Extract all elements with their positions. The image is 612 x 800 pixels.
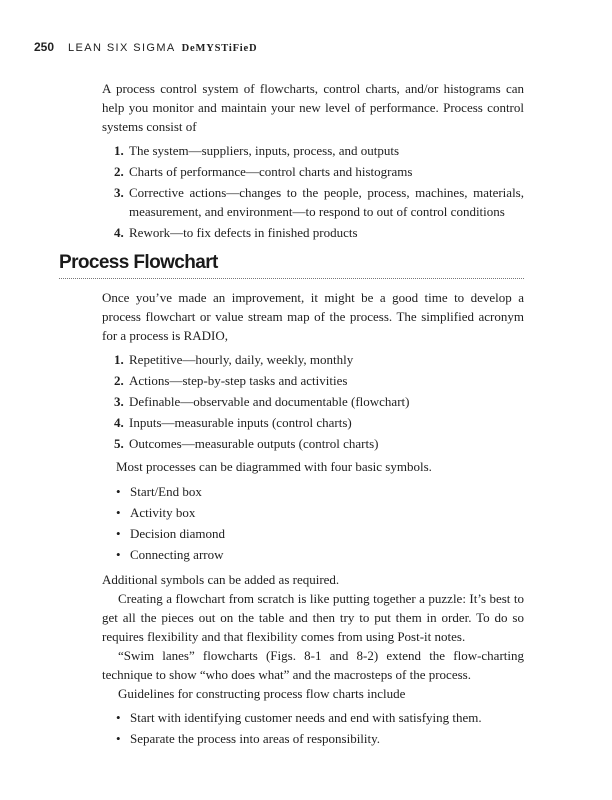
list-item — [102, 350, 524, 369]
item-number: 4. — [114, 225, 124, 240]
running-header — [34, 40, 257, 54]
bullet-item: • Decision diamond — [102, 524, 524, 543]
list-item — [102, 371, 524, 390]
page-number: 250 — [34, 40, 55, 54]
additional-paragraph: Additional symbols can be added as required. — [102, 572, 340, 587]
control-system-list — [102, 141, 524, 242]
item-number: 3. — [114, 394, 124, 409]
item-number: 1. — [114, 352, 124, 367]
item-text: Outcomes—measurable outputs (control charts) — [129, 436, 379, 451]
symbols-list — [102, 482, 524, 564]
item-number: 5. — [114, 436, 124, 451]
item-text: Charts of performance—control charts and histograms — [129, 164, 413, 179]
section-body — [102, 288, 524, 750]
bullet-item: • Activity box — [102, 503, 524, 522]
section-paragraph: Once you’ve made an improvement, it might be a good time to develop a process flowchart or value stream map of the process. The simplified acronym for a process is RADIO, — [102, 290, 524, 343]
intro-paragraph: A process control system of flowcharts, control charts, and/or histograms can help you monitor and maintain your new level of performance. Process control systems consist of — [102, 81, 524, 134]
puzzle-paragraph: Creating a flowchart from scratch is like putting together a puzzle: It’s best to get all the pieces out on the table and then try to put them in order. To do so requires flexibility and that flexibility comes from using Post-it notes. — [102, 591, 524, 644]
swim-lanes-paragraph: “Swim lanes” flowcharts (Figs. 8-1 and 8-2) extend the flow-charting technique to show “who does what” and the macrosteps of the process. — [102, 648, 524, 682]
list-item — [102, 413, 524, 432]
item-text: The system—suppliers, inputs, process, and outputs — [129, 143, 400, 158]
list-item — [102, 183, 524, 221]
item-number: 3. — [114, 185, 124, 200]
guidelines-list — [102, 708, 524, 748]
symbols-intro: Most processes can be diagrammed with four basic symbols. — [116, 459, 432, 474]
section-heading: Process Flowchart — [59, 252, 524, 279]
list-item — [102, 392, 524, 411]
item-text: Rework—to fix defects in finished products — [129, 225, 358, 240]
item-text: Actions—step-by-step tasks and activities — [129, 373, 348, 388]
list-item — [102, 434, 524, 453]
bullet-item: • Start with identifying customer needs and end with satisfying them. — [102, 708, 524, 727]
item-number: 2. — [114, 373, 124, 388]
bullet-item: • Start/End box — [102, 482, 524, 501]
list-item — [102, 162, 524, 181]
item-number: 4. — [114, 415, 124, 430]
intro-block — [102, 79, 524, 244]
item-text: Repetitive—hourly, daily, weekly, monthly — [129, 352, 354, 367]
bullet-item: • Separate the process into areas of responsibility. — [102, 729, 524, 748]
section-heading-block — [59, 252, 524, 279]
item-number: 1. — [114, 143, 124, 158]
item-number: 2. — [114, 164, 124, 179]
list-item — [102, 223, 524, 242]
list-item — [102, 141, 524, 160]
item-text: Definable—observable and documentable (flowchart) — [129, 394, 410, 409]
series-name: DeMYSTiFieD — [181, 43, 258, 54]
item-text: Inputs—measurable inputs (control charts) — [129, 415, 352, 430]
item-text: Corrective actions—changes to the people, process, machines, materials, measurement, and environment—to respond to out of control conditions — [129, 185, 524, 219]
radio-list — [102, 350, 524, 453]
bullet-item: • Connecting arrow — [102, 545, 524, 564]
guidelines-intro: Guidelines for constructing process flow charts include — [118, 686, 406, 701]
book-title: LEAN SIX SIGMA — [68, 42, 176, 54]
